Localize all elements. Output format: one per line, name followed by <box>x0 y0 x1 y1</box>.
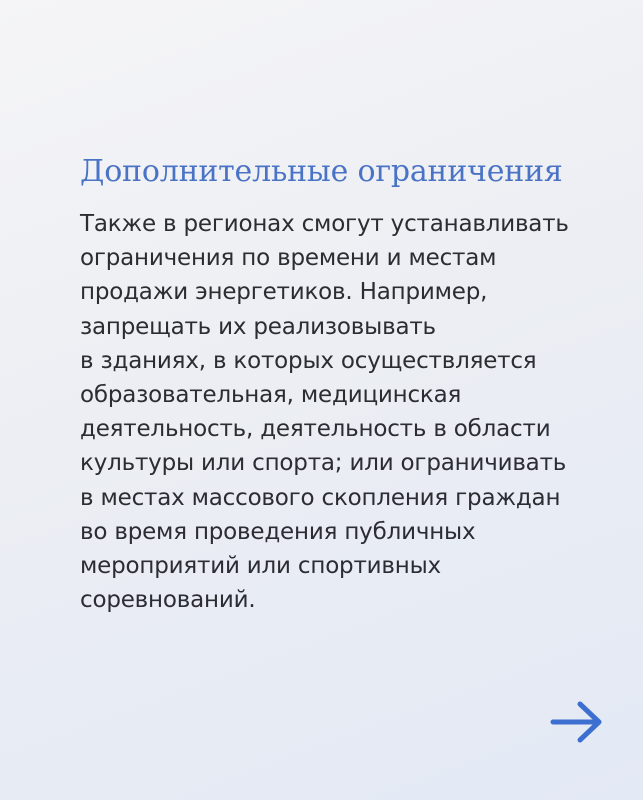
body-line: соревнований. <box>80 587 256 614</box>
body-line: продажи энергетиков. Например, <box>80 279 488 306</box>
body-line: запрещать их реализовывать <box>80 313 436 340</box>
body-line: мероприятий или спортивных <box>80 553 441 580</box>
body-line: культуры или спорта; или ограничивать <box>80 450 567 477</box>
slide-heading: Дополнительные ограничения <box>80 154 563 189</box>
body-line: Также в регионах смогут устанавливать <box>80 211 569 237</box>
next-slide-button[interactable] <box>550 700 604 744</box>
body-line: ограничения по времени и местам <box>80 245 497 272</box>
arrow-right-icon <box>550 700 604 744</box>
body-line: в зданиях, в которых осуществляется <box>80 347 537 374</box>
body-line: деятельность, деятельность в области <box>80 416 551 443</box>
body-line: во время проведения публичных <box>80 518 476 545</box>
body-line: в местах массового скопления граждан <box>80 484 561 511</box>
slide-body-text <box>80 207 610 617</box>
body-line: образовательная, медицинская <box>80 382 462 409</box>
